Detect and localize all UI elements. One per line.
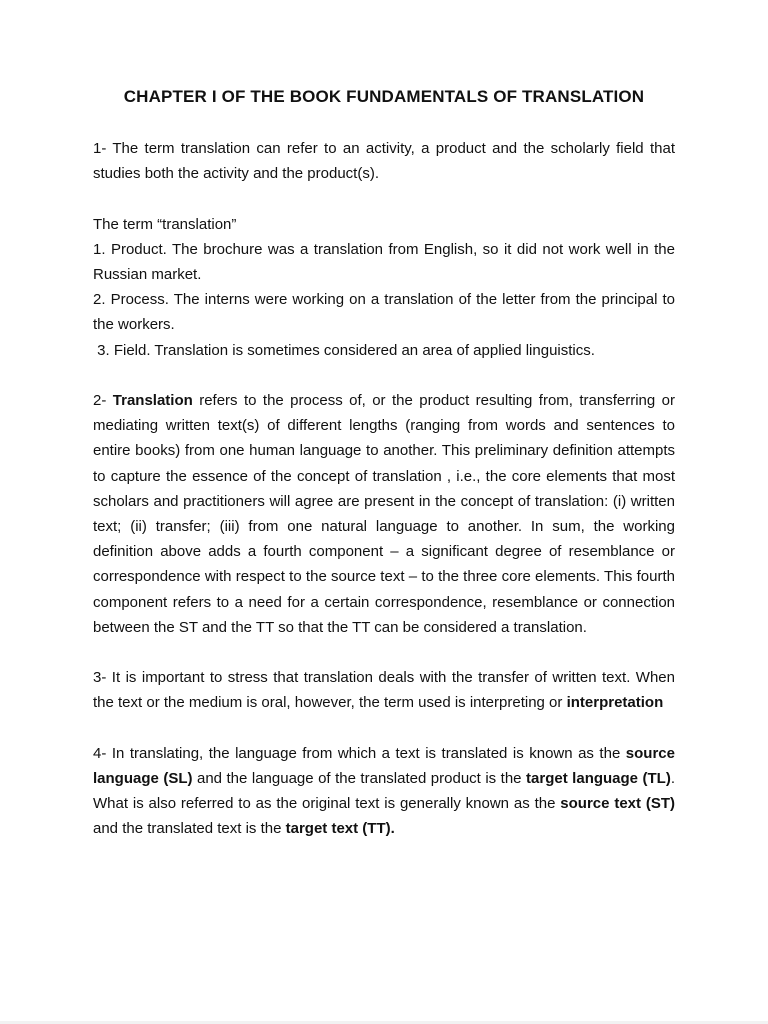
paragraph-4-text-3: . What is also referred to as the original text is generally known as the <box>93 770 676 813</box>
term-target-text: target text (TT). <box>285 820 395 838</box>
paragraph-2-text: refers to the process of, or the product resulting from, transferring or mediating written text(s) of different lengths (ranging from words and sentences to entire books) from one human language to another. This preliminary definition attempts to capture the essence of the concept of translation , i.e., the core elements that most scholars and practitioners will agree are present in the concept of translation: (i) written text; (ii) transfer; (iii) from one natural language to another. In sum, the working definition above adds a fourth component – a significant degree of resemblance or correspondence with respect to the source text – to the three core elements. This fourth component refers to a need for a certain correspondence, resemblance or connection between the ST and the TT so that the TT can be considered a translation. <box>93 392 675 636</box>
term-translation: Translation <box>112 392 193 409</box>
list-item-field: 3. Field. Translation is sometimes considered an area of applied linguistics. <box>93 341 595 359</box>
chapter-title: CHAPTER I OF THE BOOK FUNDAMENTALS OF TRANSLATION <box>123 87 645 106</box>
term-heading: The term “translation” <box>93 215 237 233</box>
spacer <box>93 640 675 665</box>
list-item-process: 2. Process. The interns were working on a translation of the letter from the principal to the workers. <box>93 291 675 334</box>
paragraph-2-prefix: 2- <box>93 392 113 409</box>
paragraph-4-text-4: and the translated text is the <box>93 820 286 838</box>
paragraph-3-text: 3- It is important to stress that translation deals with the transfer of written text. When the text or the medium is oral, however, the term used is interpreting or <box>93 669 675 712</box>
spacer <box>93 186 675 211</box>
document-body <box>93 84 675 842</box>
paragraph-4-text-1: 4- In translating, the language from which a text is translated is known as the <box>93 744 626 762</box>
paragraph-4 <box>93 741 675 842</box>
list-item-product: 1. Product. The brochure was a translation from English, so it did not work well in the Russian market. <box>93 240 675 283</box>
spacer <box>93 110 675 136</box>
paragraph-4-text-2: and the language of the translated product is the <box>192 770 527 788</box>
paragraph-1: 1- The term translation can refer to an activity, a product and the scholarly field that studies both the activity and the product(s). <box>93 140 675 183</box>
term-target-language: target language (TL) <box>526 770 671 788</box>
term-source-language: source language (SL) <box>93 744 675 788</box>
term-interpretation: interpretation <box>566 694 664 712</box>
spacer <box>93 363 675 388</box>
spacer <box>93 716 675 741</box>
paragraph-3 <box>93 665 675 715</box>
paragraph-2 <box>93 388 675 640</box>
term-source-text: source text (ST) <box>560 795 676 813</box>
